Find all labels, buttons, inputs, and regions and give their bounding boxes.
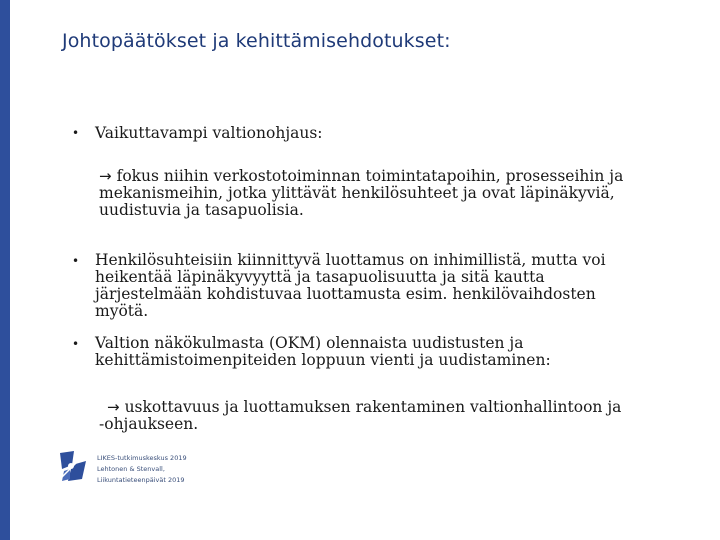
- credit-line: Liikuntatieteenpäivät 2019: [97, 476, 185, 484]
- slide-title: Johtopäätökset ja kehittämisehdotukset:: [62, 30, 451, 52]
- bullet-item: [72, 252, 650, 320]
- credit-line: Lehtonen & Stenvall,: [97, 465, 165, 473]
- sub-point: [99, 399, 629, 433]
- bullet-text: Valtion näkökulmasta (OKM) olennaista uudistusten ja kehittämistoimenpiteiden loppuun vienti ja uudistaminen:: [95, 334, 551, 369]
- bullet-dot: •: [72, 126, 80, 140]
- accent-bar: [0, 0, 10, 540]
- bullet-text: Henkilösuhteisiin kiinnittyvä luottamus on inhimillistä, mutta voi heikentää läpinäkyvyyttä ja tasapuolisuutta ja sitä kautta järjestelmään kohdistuvaa luottamusta esim. henkilövaihdosten myötä.: [95, 251, 606, 320]
- arrow-right-icon: →: [99, 167, 112, 185]
- credit-text: [97, 453, 187, 486]
- credit-line: LIKES-tutkimuskeskus 2019: [97, 454, 187, 462]
- likes-logo-icon: [58, 449, 88, 483]
- bullet-dot: •: [72, 337, 80, 351]
- bullet-text: Vaikuttavampi valtionohjaus:: [95, 124, 323, 142]
- sub-point-text: fokus niihin verkostotoiminnan toimintatapoihin, prosesseihin ja mekanismeihin, jotka ylittävät henkilösuhteet ja ovat läpinäkyviä, uudistuvia ja tasapuolisia.: [99, 167, 624, 219]
- bullet-item: [72, 124, 655, 143]
- arrow-right-icon: →: [107, 398, 120, 416]
- sub-point-text: uskottavuus ja luottamuksen rakentaminen valtionhallintoon ja -ohjaukseen.: [99, 398, 622, 433]
- sub-point: [99, 168, 629, 219]
- bullet-item: [72, 335, 565, 369]
- bullet-dot: •: [72, 254, 80, 268]
